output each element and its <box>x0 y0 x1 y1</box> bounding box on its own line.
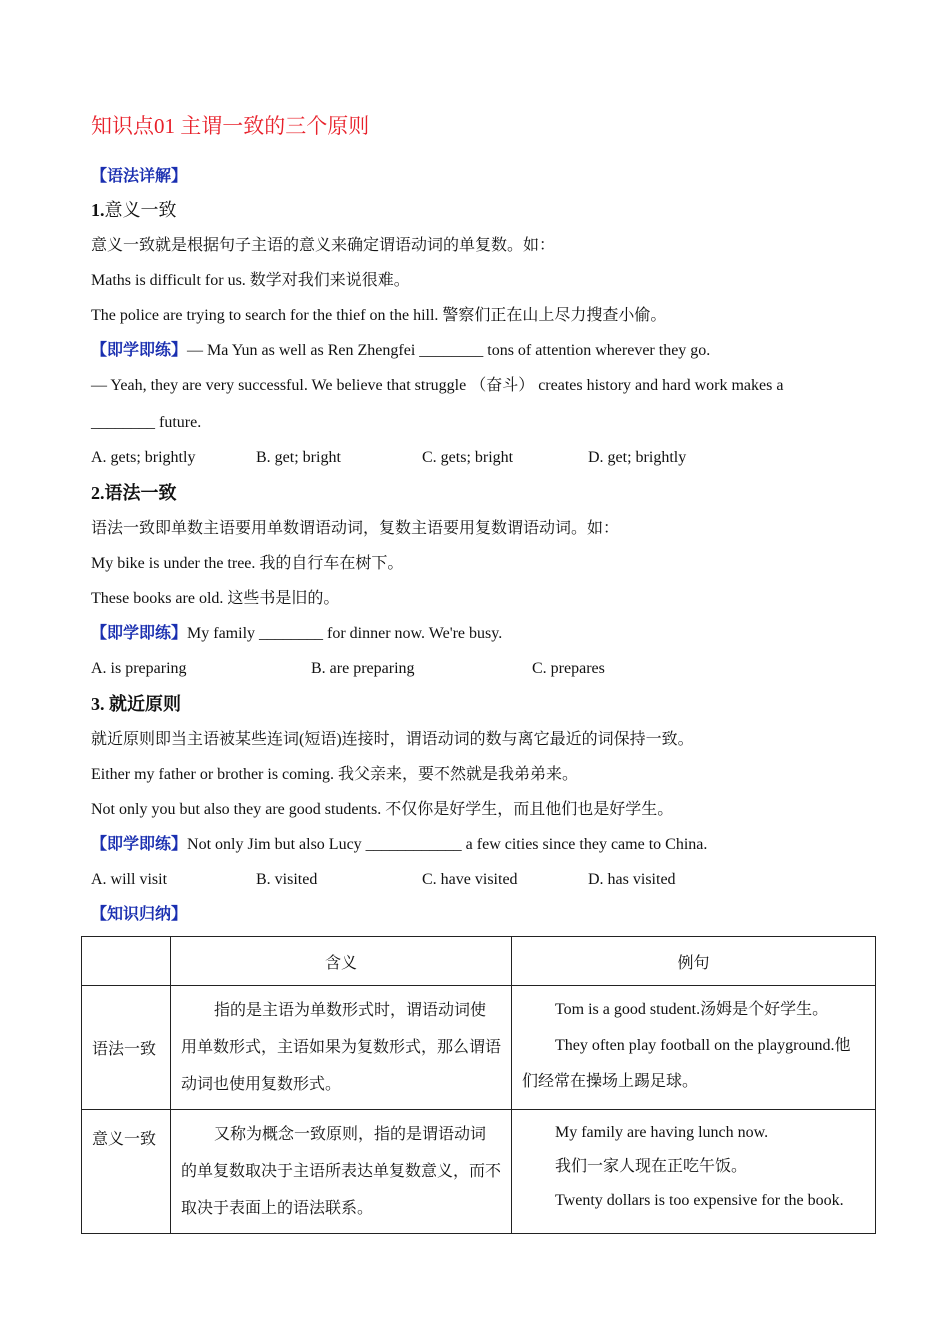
table-header-meaning: 含义 <box>171 937 512 986</box>
row-meaning: 指的是主语为单数形式时，谓语动词使用单数形式，主语如果为复数形式，那么谓语动词也使用复数形式。 <box>171 986 512 1110</box>
practice-label: 【即学即练】 <box>91 625 188 642</box>
example-sentence: Tom is a good student.汤姆是个好学生。 <box>555 1001 829 1018</box>
practice-question <box>91 340 710 362</box>
row-label: 语法一致 <box>82 986 171 1110</box>
heading-proximity-principle: 3. 就近原则 <box>91 694 181 714</box>
option-b: B. visited <box>256 871 318 888</box>
example-sentence: They often play football on the playground.他们经常在操场上踢足球。 <box>522 1037 851 1090</box>
proximity-principle-desc: 就近原则即当主语被某些连词(短语)连接时，谓语动词的数与离它最近的词保持一致。 <box>91 731 694 748</box>
grammar-agreement-desc: 语法一致即单数主语要用单数谓语动词，复数主语要用复数谓语动词。如： <box>91 520 620 537</box>
knowledge-summary-label: 【知识归纳】 <box>91 906 188 923</box>
question-text: — Yeah, they are very successful. We believe that struggle （奋斗） creates history and hard work makes a <box>91 377 784 394</box>
row-examples <box>512 986 876 1110</box>
practice-label: 【即学即练】 <box>91 836 188 853</box>
heading-grammar-agreement: 2.语法一致 <box>91 483 177 503</box>
table-header-example: 例句 <box>512 937 876 986</box>
question-text: ________ future. <box>91 414 202 431</box>
practice-label: 【即学即练】 <box>91 342 188 359</box>
practice-question <box>91 834 707 856</box>
option-d: D. get; brightly <box>588 449 687 466</box>
example-sentence: Either my father or brother is coming. 我父亲来，要不然就是我弟弟来。 <box>91 766 579 783</box>
example-sentence: These books are old. 这些书是旧的。 <box>91 590 340 607</box>
meaning-agreement-desc: 意义一致就是根据句子主语的意义来确定谓语动词的单复数。如： <box>91 237 556 254</box>
grammar-explain-label: 【语法详解】 <box>91 168 188 185</box>
option-b: B. are preparing <box>311 660 415 677</box>
question-text: — Ma Yun as well as Ren Zhengfei ________ tons of attention wherever they go. <box>187 342 711 359</box>
example-sentence: The police are trying to search for the thief on the hill. 警察们正在山上尽力搜查小偷。 <box>91 307 667 324</box>
option-a: A. is preparing <box>91 660 187 677</box>
example-sentence: My bike is under the tree. 我的自行车在树下。 <box>91 555 404 572</box>
table-header-row <box>82 937 876 986</box>
heading-meaning-agreement <box>91 199 177 221</box>
section-title: 知识点01 主谓一致的三个原则 <box>91 114 370 138</box>
option-a: A. gets; brightly <box>91 449 196 466</box>
table-row <box>82 1110 876 1234</box>
heading-number: 1. <box>91 200 105 220</box>
option-c: C. prepares <box>532 660 605 677</box>
option-c: C. gets; bright <box>422 449 514 466</box>
example-sentence: 我们一家人现在正吃午饭。 <box>555 1158 748 1175</box>
example-sentence: Not only you but also they are good students. 不仅你是好学生，而且他们也是好学生。 <box>91 801 674 818</box>
option-a: A. will visit <box>91 871 168 888</box>
summary-table <box>81 936 876 1234</box>
practice-question <box>91 623 502 645</box>
example-sentence: Maths is difficult for us. 数学对我们来说很难。 <box>91 272 410 289</box>
option-d: D. has visited <box>588 871 676 888</box>
option-b: B. get; bright <box>256 449 341 466</box>
option-c: C. have visited <box>422 871 518 888</box>
heading-text: 意义一致 <box>104 200 177 220</box>
table-header-blank <box>82 937 171 986</box>
question-text: Not only Jim but also Lucy ____________ a few cities since they came to China. <box>187 836 708 853</box>
row-meaning: 又称为概念一致原则，指的是谓语动词的单复数取决于主语所表达单复数意义，而不取决于表面上的语法联系。 <box>171 1110 512 1234</box>
row-label: 意义一致 <box>82 1110 171 1234</box>
row-examples <box>512 1110 876 1234</box>
question-text: My family ________ for dinner now. We're busy. <box>187 625 503 642</box>
example-sentence: My family are having lunch now. <box>555 1124 769 1141</box>
table-row <box>82 986 876 1110</box>
example-sentence: Twenty dollars is too expensive for the book. <box>555 1192 844 1209</box>
